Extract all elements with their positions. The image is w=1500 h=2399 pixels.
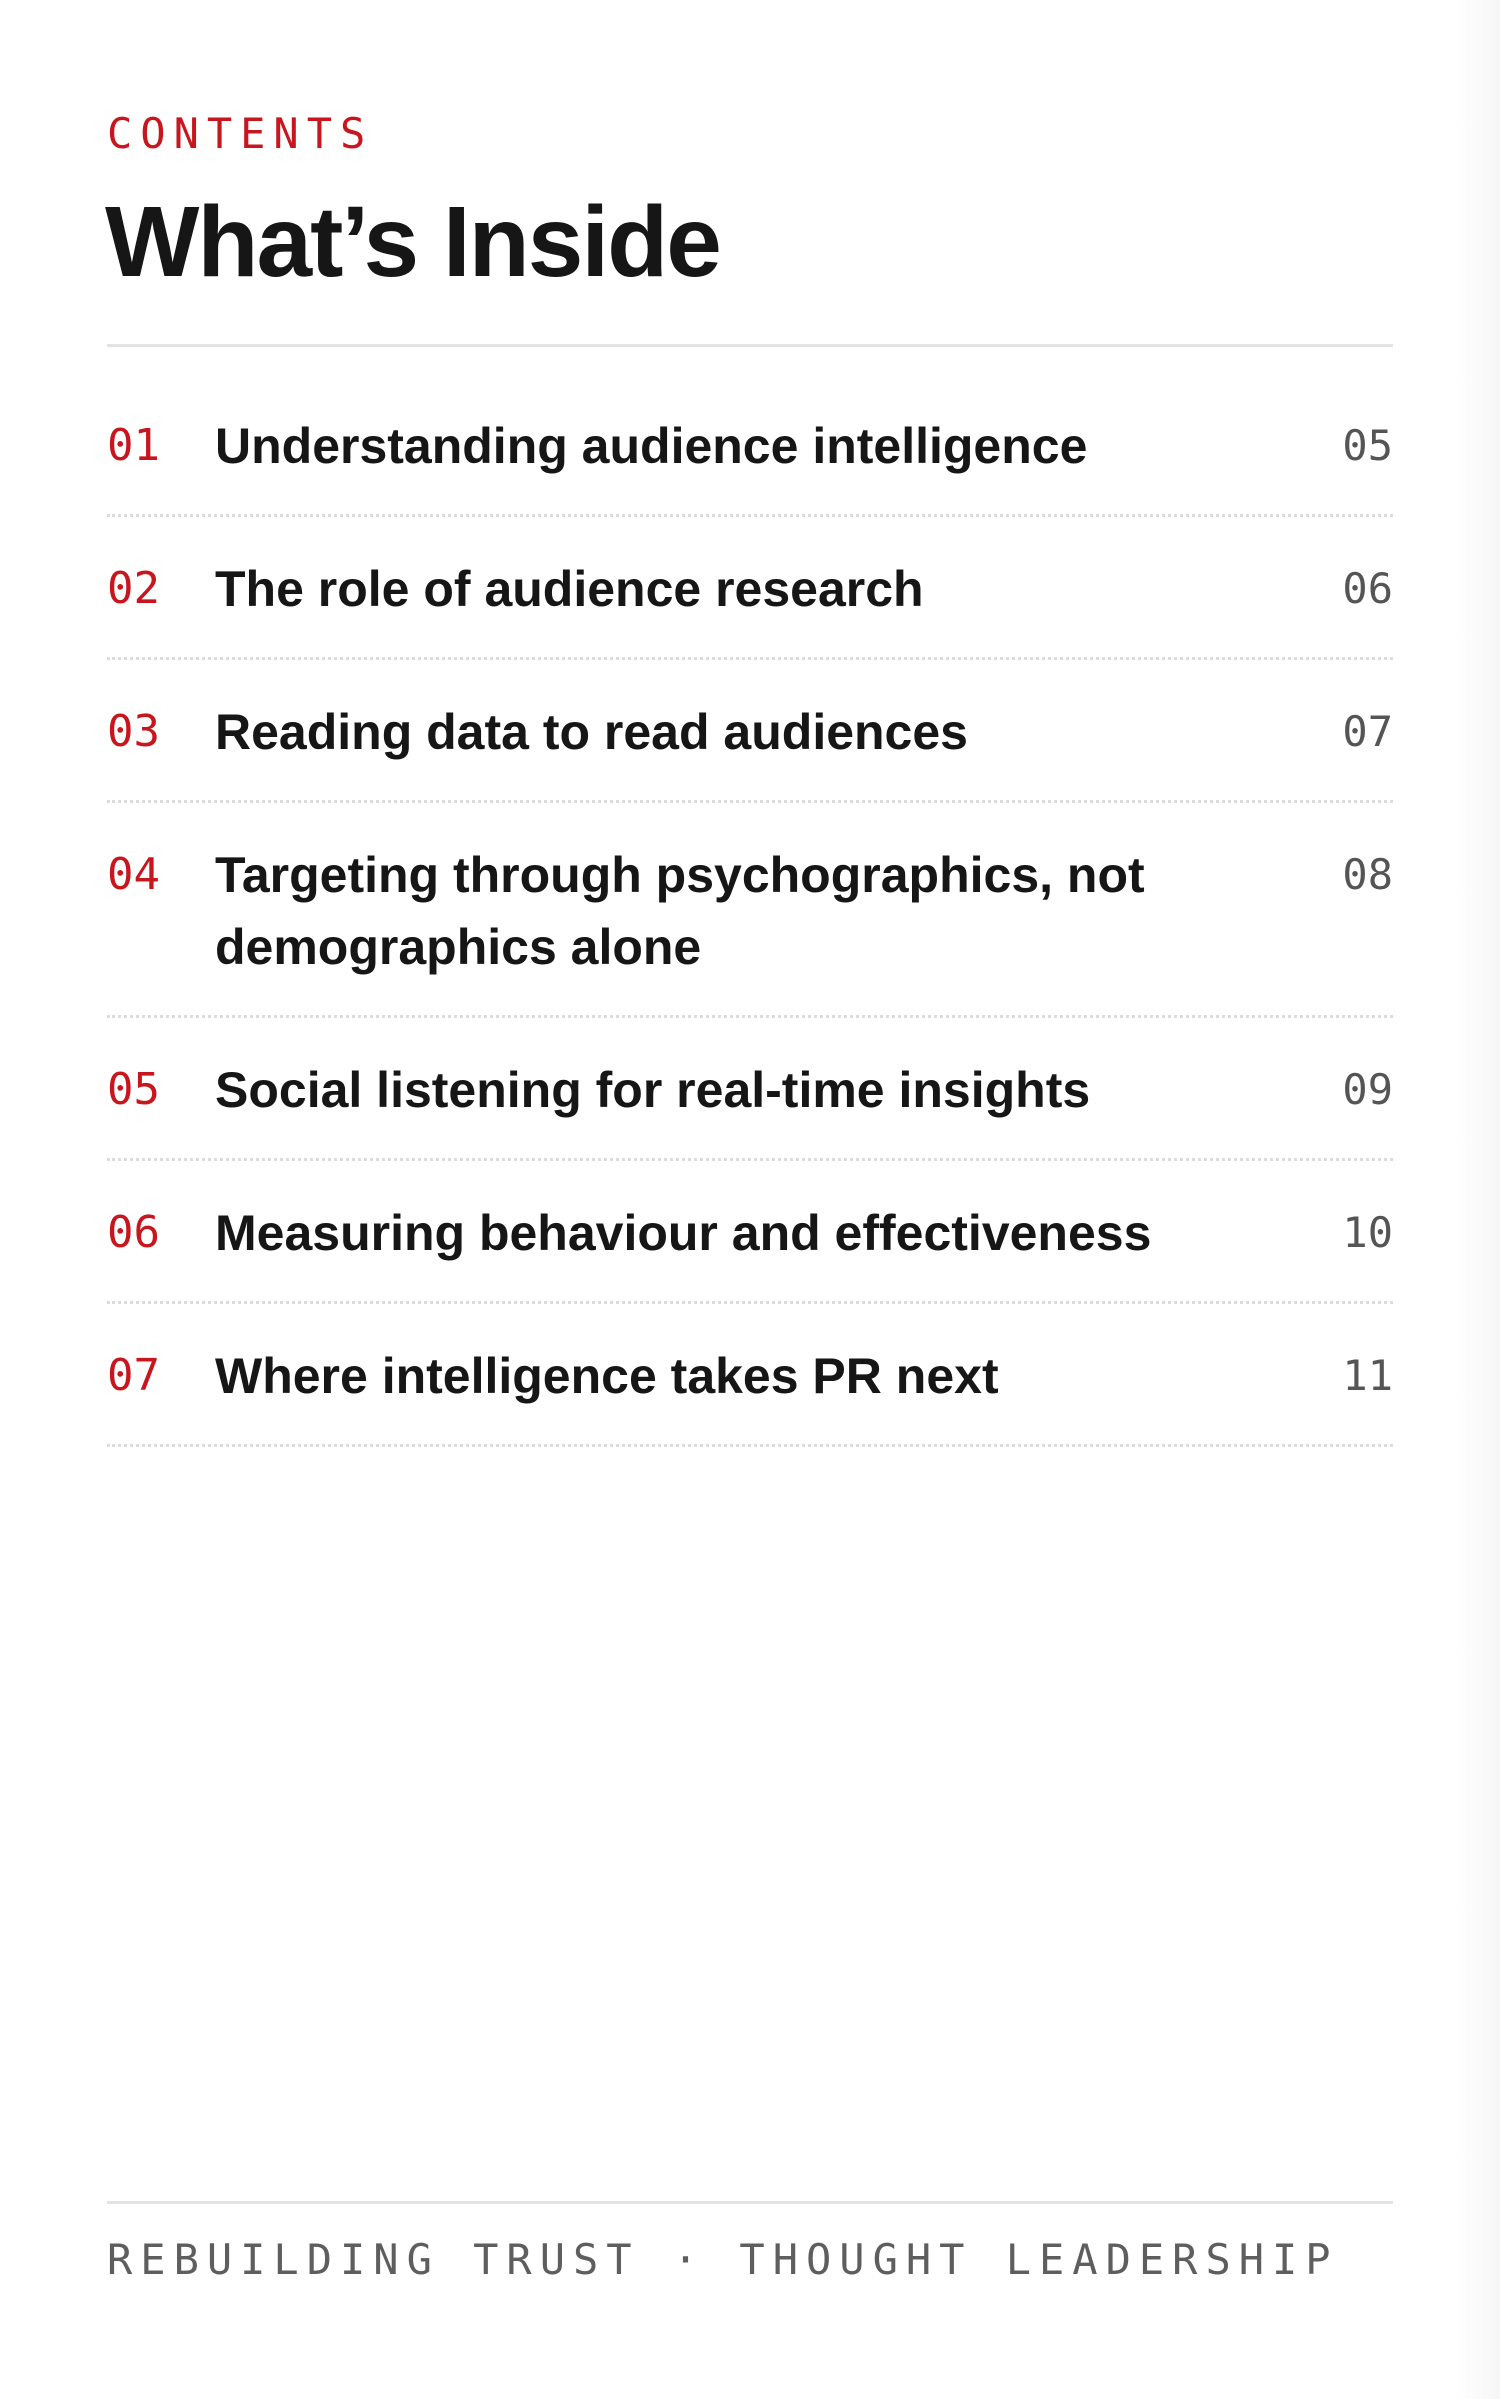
footer-divider bbox=[107, 2201, 1393, 2204]
toc-item-title: The role of audience research bbox=[215, 561, 924, 617]
page-title: What’s Inside bbox=[105, 186, 720, 298]
toc-item-page: 09 bbox=[1342, 1065, 1393, 1114]
header-divider bbox=[107, 344, 1393, 347]
toc-item-number: 05 bbox=[107, 1064, 160, 1115]
toc-item-07[interactable] bbox=[107, 1304, 1393, 1447]
toc-item-number: 04 bbox=[107, 849, 160, 900]
toc-item-04[interactable] bbox=[107, 803, 1393, 1018]
toc-item-01[interactable] bbox=[107, 374, 1393, 517]
toc-item-number: 02 bbox=[107, 563, 160, 614]
page-edge-shade bbox=[1454, 0, 1500, 2399]
toc-item-02[interactable] bbox=[107, 517, 1393, 660]
toc-item-title: Understanding audience intelligence bbox=[215, 418, 1088, 474]
toc-item-title: Reading data to read audiences bbox=[215, 704, 968, 760]
toc-item-05[interactable] bbox=[107, 1018, 1393, 1161]
toc-item-number: 01 bbox=[107, 420, 160, 471]
toc-item-page: 08 bbox=[1342, 850, 1393, 899]
toc-item-page: 10 bbox=[1342, 1208, 1393, 1257]
toc-item-title: Social listening for real-time insights bbox=[215, 1062, 1091, 1118]
toc-item-page: 07 bbox=[1342, 707, 1393, 756]
toc-item-title: Targeting through psychographics, not demographics alone bbox=[215, 847, 1145, 975]
toc-item-page: 05 bbox=[1342, 421, 1393, 470]
toc-item-number: 06 bbox=[107, 1207, 160, 1258]
table-of-contents bbox=[107, 374, 1393, 1447]
toc-item-title: Measuring behaviour and effectiveness bbox=[215, 1205, 1152, 1261]
toc-item-title: Where intelligence takes PR next bbox=[215, 1348, 999, 1404]
toc-item-06[interactable] bbox=[107, 1161, 1393, 1304]
section-kicker: CONTENTS bbox=[107, 109, 374, 158]
toc-item-number: 07 bbox=[107, 1350, 160, 1401]
toc-item-03[interactable] bbox=[107, 660, 1393, 803]
toc-item-number: 03 bbox=[107, 706, 160, 757]
footer-label: REBUILDING TRUST · THOUGHT LEADERSHIP bbox=[107, 2235, 1339, 2284]
toc-item-page: 11 bbox=[1342, 1351, 1393, 1400]
toc-item-page: 06 bbox=[1342, 564, 1393, 613]
